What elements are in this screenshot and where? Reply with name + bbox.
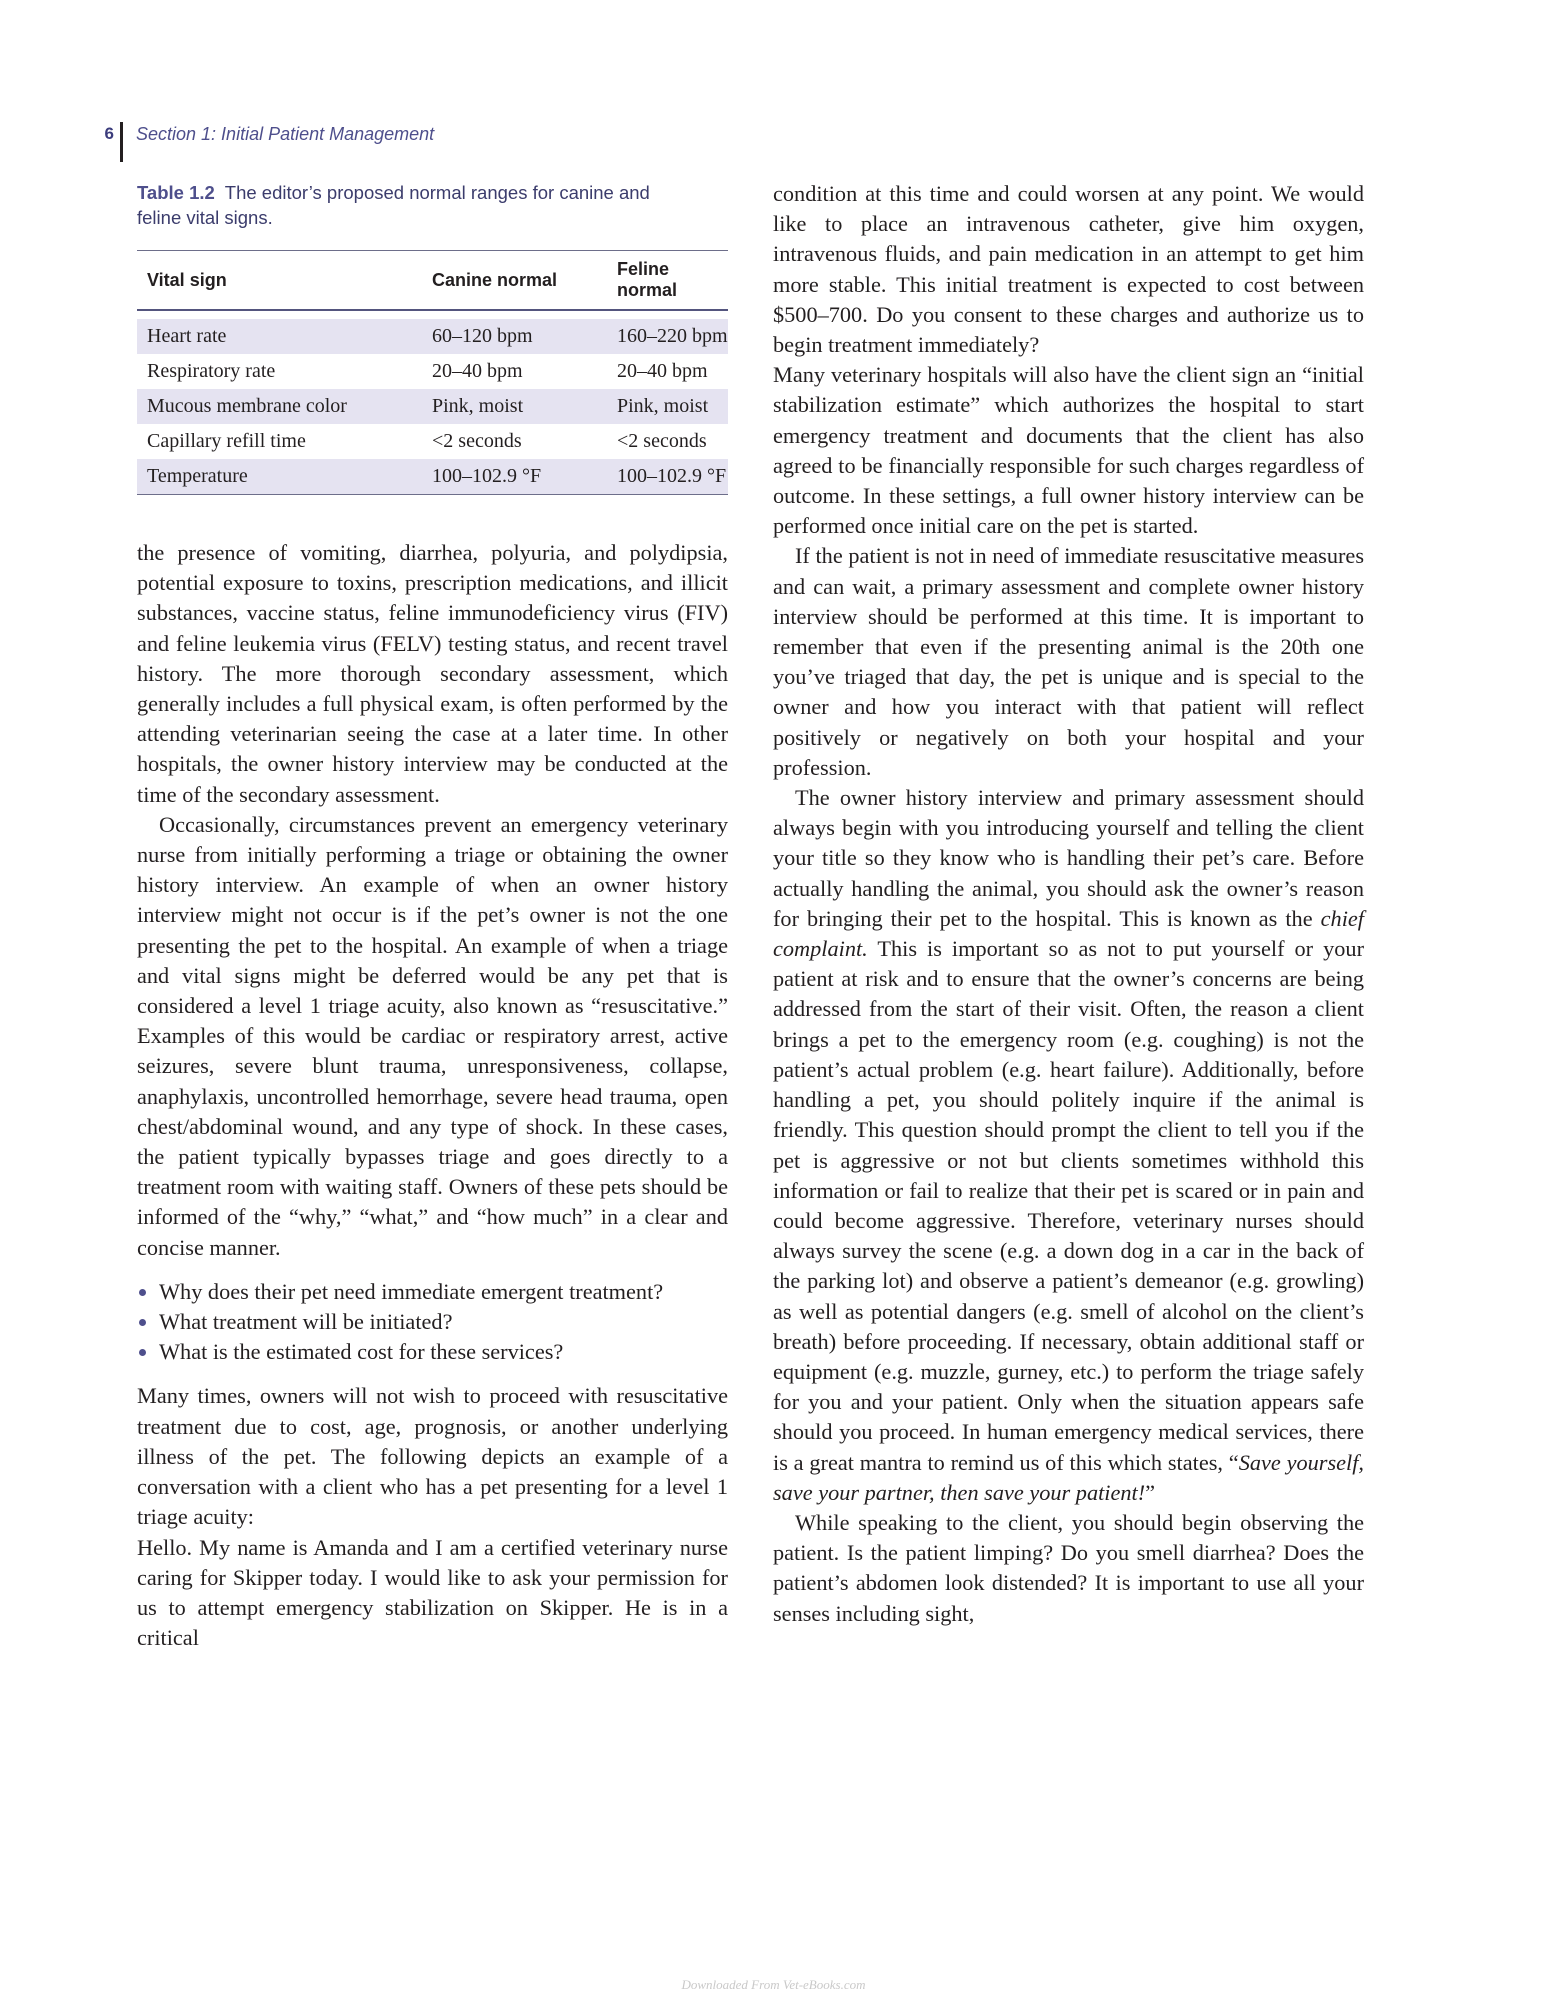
bullet-list xyxy=(137,1277,728,1368)
table-spacer xyxy=(137,310,728,319)
table-cell: Capillary refill time xyxy=(147,430,306,452)
bullet-icon xyxy=(139,1289,146,1296)
bullet-icon xyxy=(139,1349,146,1356)
body-paragraph: Occasionally, circumstances prevent an emergency veterinary nurse from initially performing a triage or obtaining the owner history interview. An example of when an owner history interview might not occur is if the pet’s owner is not the one presenting the pet to the hospital. An example of when a triage and vital signs might be deferred would be any pet that is considered a level 1 triage acuity, also known as “resuscitative.” Examples of this would be cardiac or respiratory arrest, active seizures, severe blunt trauma, unresponsiveness, collapse, anaphylaxis, uncontrolled hemorrhage, severe head trauma, open chest/abdominal wound, and any type of shock. In these cases, the patient typically bypasses triage and goes directly to a treatment room with waiting staff. Owners of these pets should be informed of the “why,” “what,” and “how much” in a clear and concise manner. xyxy=(137,811,728,1260)
table-header-row xyxy=(137,251,728,311)
table-row xyxy=(137,319,728,354)
table-cell: <2 seconds xyxy=(432,430,522,452)
page-number: 6 xyxy=(104,124,114,143)
table-cell: <2 seconds xyxy=(617,430,707,452)
block-quote-continued: condition at this time and could worsen at any point. We would like to place an intravenous catheter, give him oxygen, intravenous fluids, and pain medication in an attempt to get him more stable. This initial treatment is expected to cost between $500–700. Do you consent to these charges and authorize us to begin treatment immediately? xyxy=(773,181,1364,358)
body-paragraph: the presence of vomiting, diarrhea, polyuria, and polydipsia, potential exposure to toxins, prescription medications, and illicit substances, vaccine status, feline immunodeficiency virus (FIV) and feline leukemia virus (FELV) testing status, and recent travel history. The more thorough secondary assessment, which generally includes a full physical exam, is often performed by the attending veterinarian seeing the case at a later time. In other hospitals, the owner history interview may be conducted at the time of the secondary assessment. xyxy=(137,540,728,807)
column-header-vital-sign: Vital sign xyxy=(137,251,422,311)
emphasis-mantra: Save yourself, save your partner, then save your patient! xyxy=(773,1449,1364,1505)
body-paragraph: Many veterinary hospitals will also have the client sign an “initial stabilization estimate” which authorizes the hospital to start emergency treatment and documents that the client has also agreed to be financially responsible for such charges regardless of outcome. In these settings, a full owner history interview can be performed once initial care on the pet is started. xyxy=(773,362,1364,539)
table-cell: Pink, moist xyxy=(422,389,607,424)
table-row xyxy=(137,459,728,495)
right-column xyxy=(773,179,1364,1629)
table-cell: Mucous membrane color xyxy=(137,389,422,424)
list-item: What treatment will be initiated? xyxy=(137,1307,728,1337)
column-header-canine-normal: Canine normal xyxy=(422,251,607,311)
table-cell: 100–102.9 °F xyxy=(607,459,728,495)
table-row xyxy=(137,389,728,424)
table-cell: 20–40 bpm xyxy=(617,360,708,382)
table-cell: Heart rate xyxy=(137,319,422,354)
body-paragraph: Many times, owners will not wish to proceed with resuscitative treatment due to cost, age, prognosis, or another underlying illness of the pet. The following depicts an example of a conversation with a client who has a pet presenting for a level 1 triage acuity: xyxy=(137,1383,728,1530)
table-cell: Temperature xyxy=(137,459,422,495)
table-cell: 20–40 bpm xyxy=(432,360,523,382)
body-paragraph: While speaking to the client, you should begin observing the patient. Is the patient limping? Do you smell diarrhea? Does the patient’s abdomen look distended? It is important to use all your senses including sight, xyxy=(773,1509,1364,1626)
body-paragraph: The owner history interview and primary assessment should always begin with you introducing yourself and telling the client your title so they know who is handling their pet’s care. Before actually handling the animal, you should ask the owner’s reason for bringing their pet to the hospital. This is known as the chief complaint. This is important so as not to put yourself or your patient at risk and to ensure that the owner’s concerns are being addressed from the start of their visit. Often, the reason a client brings a pet to the emergency room (e.g. coughing) is not the patient’s actual problem (e.g. heart failure). Additionally, before handling a pet, you should politely inquire if the animal is friendly. This question should prompt the client to tell you if the pet is aggressive or not but clients sometimes withhold this information or fail to realize that their pet is scared or in pain and could become aggressive. Therefore, veterinary nurses should always survey the scene (e.g. a down dog in a car in the back of the parking lot) and observe a patient’s demeanor (e.g. growling) as well as potential dangers (e.g. smell of alcohol on the client’s breath) before proceeding. If necessary, obtain additional staff or equipment (e.g. muzzle, gurney, etc.) to perform the triage safely for you and your patient. Only when the situation appears safe should you proceed. In human emergency medical services, there is a great mantra to remind us of this which states, “Save yourself, save your partner, then save your patient!” xyxy=(773,785,1364,1505)
list-item: What is the estimated cost for these services? xyxy=(137,1337,728,1367)
list-item: Why does their pet need immediate emergent treatment? xyxy=(137,1277,728,1307)
footer-watermark: Downloaded From Vet-eBooks.com xyxy=(681,1977,866,1992)
section-title: Section 1: Initial Patient Management xyxy=(136,124,435,144)
table-row xyxy=(137,424,728,459)
bullet-icon xyxy=(139,1319,146,1326)
column-header-feline-normal: Feline normal xyxy=(607,251,728,311)
table-cell: Respiratory rate xyxy=(147,360,276,382)
body-paragraph: If the patient is not in need of immediate resuscitative measures and can wait, a primary assessment and complete owner history interview should be performed at this time. It is important to remember that even if the presenting animal is the 20th one you’ve triaged that day, the pet is unique and is special to the owner and how you interact with that patient will reflect positively or negatively on both your hospital and your profession. xyxy=(773,543,1364,780)
table-cell: 160–220 bpm xyxy=(607,319,728,354)
emphasis-term: chief complaint. xyxy=(773,905,1364,962)
vital-signs-table xyxy=(137,250,728,495)
header-divider xyxy=(120,122,123,162)
table-row xyxy=(137,354,728,389)
table-caption-text: The editor’s proposed normal ranges for canine and feline vital signs. xyxy=(137,182,650,228)
block-quote: Hello. My name is Amanda and I am a certified veterinary nurse caring for Skipper today. I would like to ask your permission for us to attempt emergency stabilization on Skipper. He is in a critical xyxy=(137,1534,728,1651)
left-column xyxy=(137,538,728,1653)
table-cell: 100–102.9 °F xyxy=(422,459,607,495)
table-caption-label: Table 1.2 xyxy=(137,182,215,203)
table-cell: Pink, moist xyxy=(607,389,728,424)
table-caption xyxy=(137,180,697,230)
table-cell: 60–120 bpm xyxy=(422,319,607,354)
